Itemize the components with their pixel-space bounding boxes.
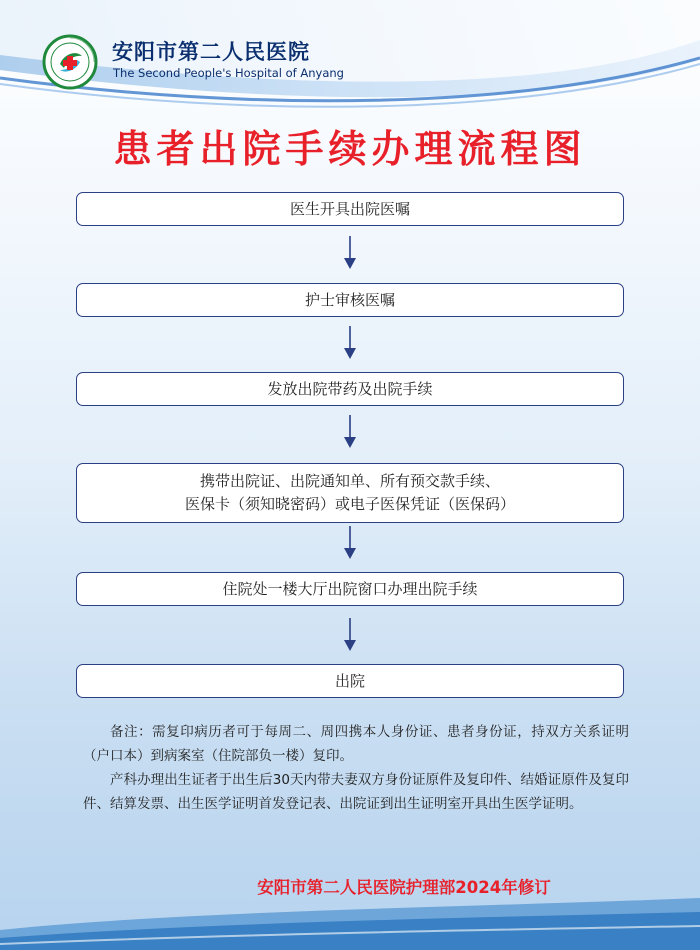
step-box-4: [76, 463, 624, 523]
step-text: 发放出院带药及出院手续: [267, 379, 433, 398]
revision-signature: 安阳市第二人民医院护理部2024年修订: [257, 878, 551, 897]
step-box-5: [76, 572, 624, 606]
header-wave: [0, 0, 700, 120]
footer-wave: [0, 890, 700, 950]
notes: [83, 720, 629, 816]
step-box-2: [76, 283, 624, 317]
step-text: 出院: [334, 671, 365, 690]
note-paragraph: 产科办理出生证者于出生后30天内带夫妻双方身份证原件及复印件、结婚证原件及复印件、结算发票、出生医学证明首发登记表、出院证到出生证明室开具出生医学证明。: [83, 772, 629, 812]
down-arrow-icon: [342, 526, 358, 560]
hospital-logo: [42, 34, 98, 90]
step-text: 护士审核医嘱: [304, 290, 395, 309]
step-text: 住院处一楼大厅出院窗口办理出院手续: [222, 579, 478, 598]
page-title: 患者出院手续办理流程图: [113, 127, 587, 171]
step-box-3: [76, 372, 624, 406]
step-text: 医保卡（须知晓密码）或电子医保凭证（医保码）: [184, 495, 515, 513]
step-box-1: [76, 192, 624, 226]
down-arrow-icon: [342, 415, 358, 449]
down-arrow-icon: [342, 326, 358, 360]
hospital-name-english: The Second People's Hospital of Anyang: [113, 66, 344, 80]
hospital-name: 安阳市第二人民医院: [112, 40, 310, 64]
note-paragraph: 备注：需复印病历者可于每周二、周四携本人身份证、患者身份证，持双方关系证明（户口本）到病案室（住院部负一楼）复印。: [83, 724, 629, 764]
down-arrow-icon: [342, 618, 358, 652]
step-text: 医生开具出院医嘱: [289, 199, 410, 218]
step-box-6: [76, 664, 624, 698]
down-arrow-icon: [342, 236, 358, 270]
step-text: 携带出院证、出院通知单、所有预交款手续、: [199, 472, 500, 490]
